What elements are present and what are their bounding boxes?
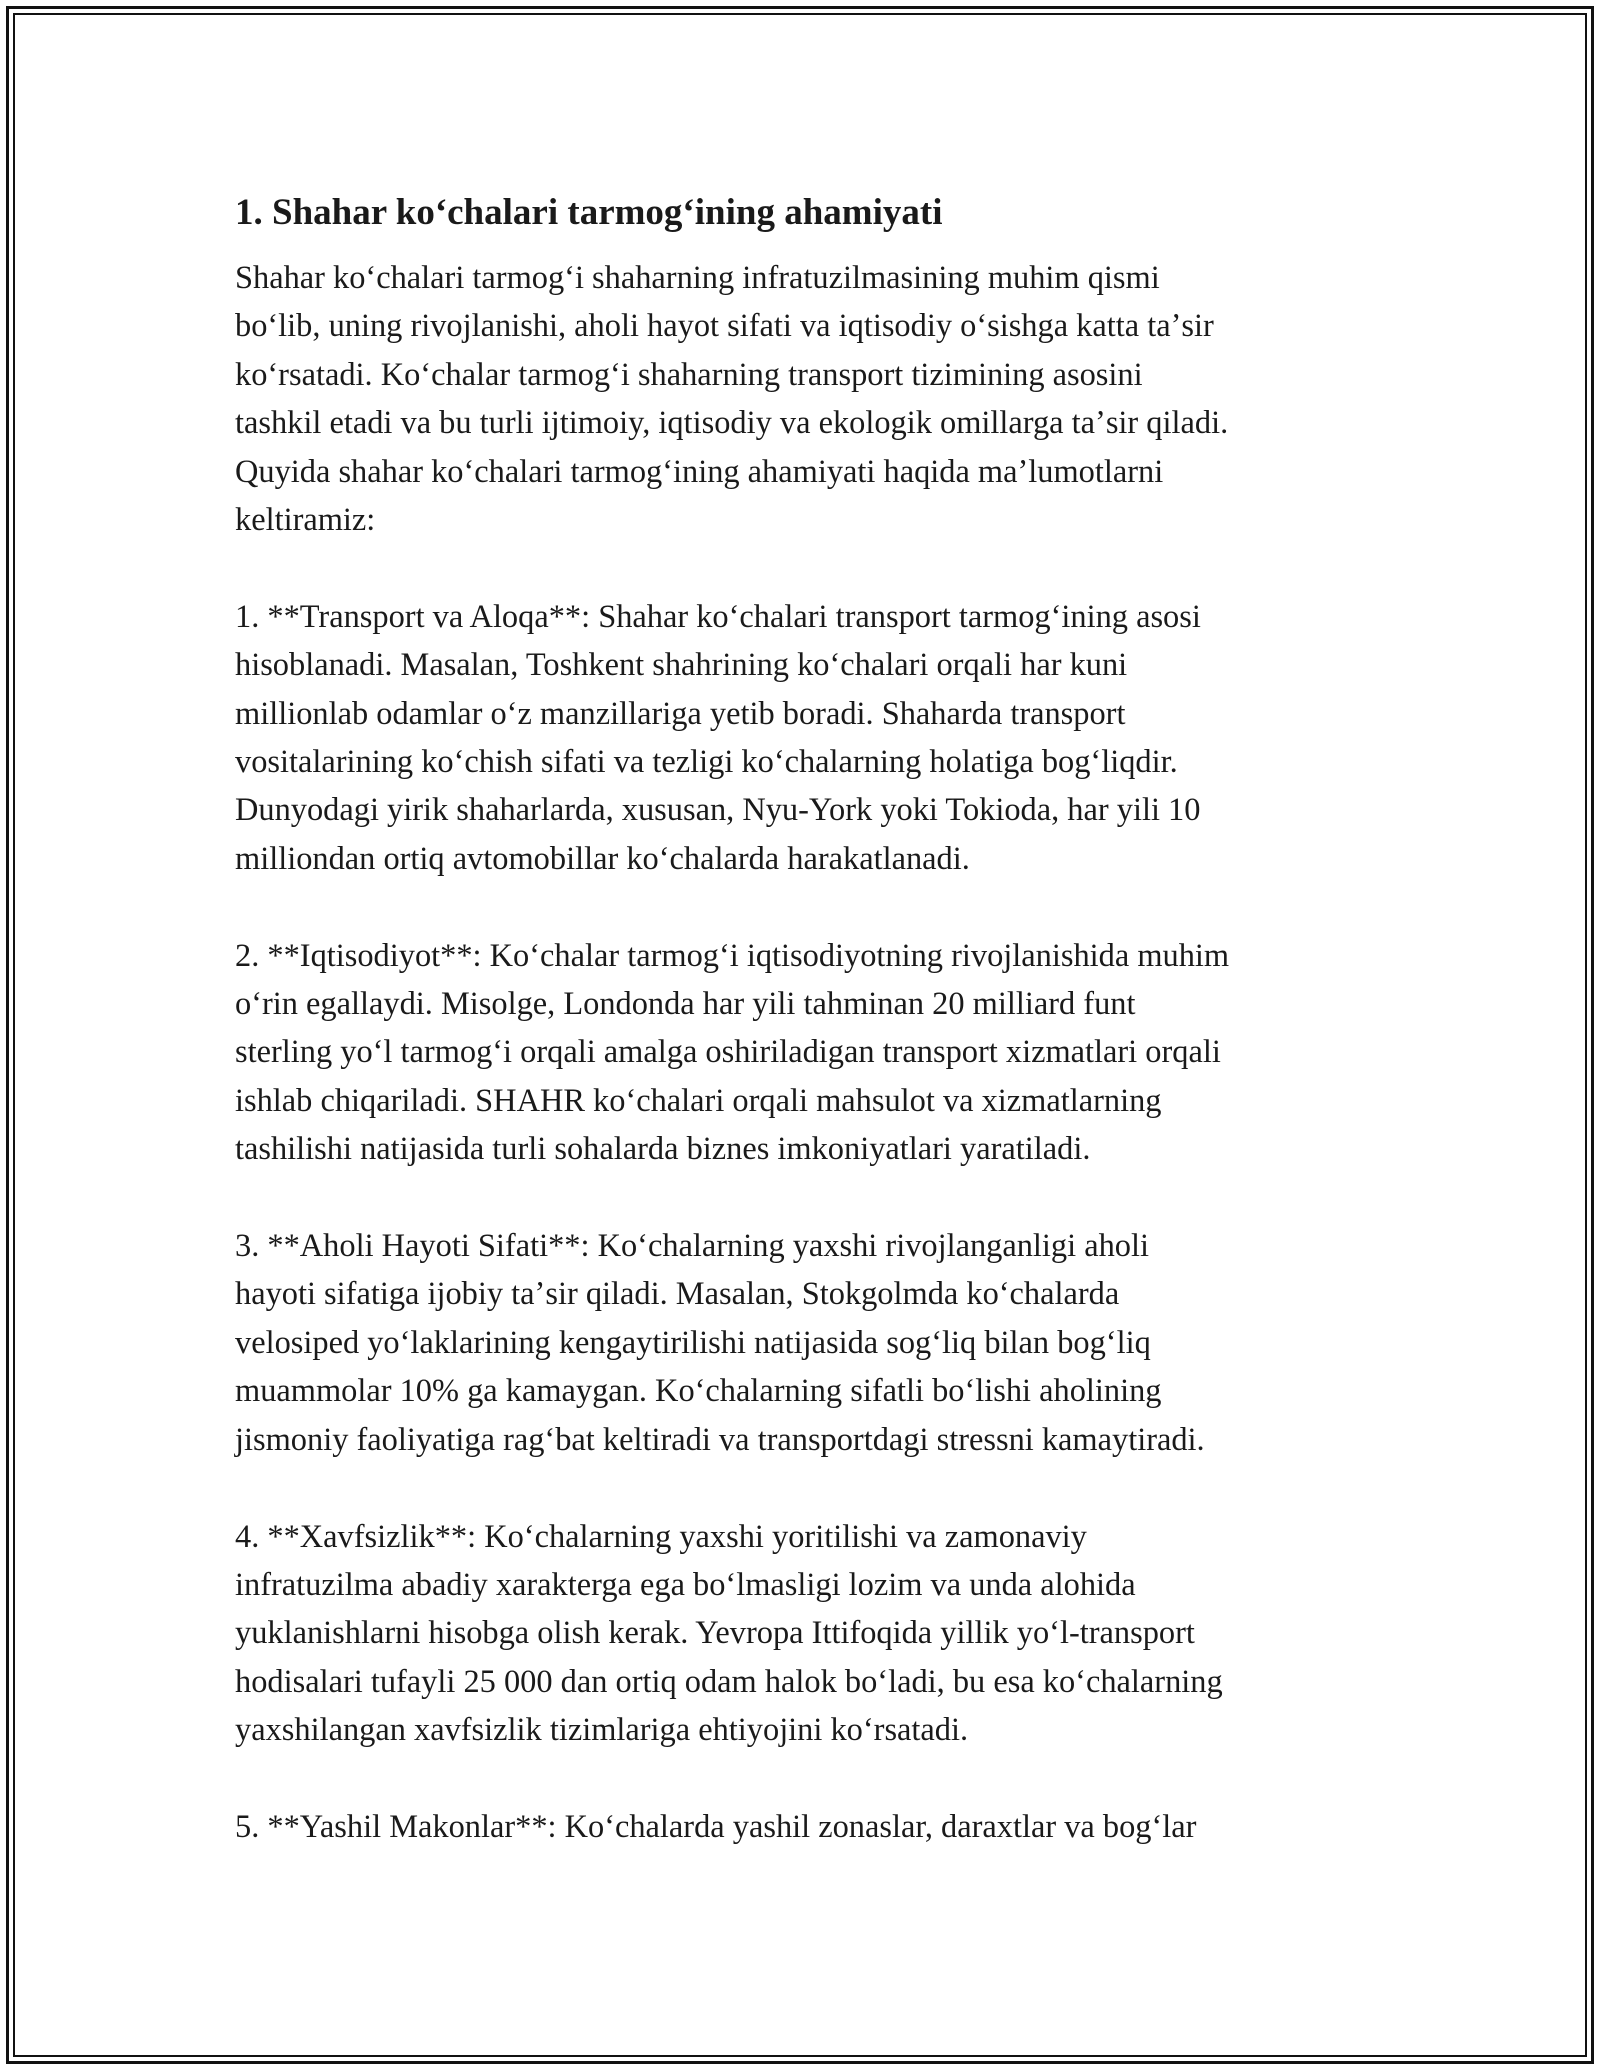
paragraph-line: hodisalari tufayli 25 000 dan ortiq odam halok boʻladi, bu esa koʻchalarning bbox=[235, 1663, 1223, 1700]
paragraph-line: hisoblanadi. Masalan, Toshkent shahrining koʻchalari orqali har kuni bbox=[235, 647, 1128, 684]
section-heading: 1. Shahar koʻchalari tarmogʻining ahamiyati bbox=[235, 192, 943, 233]
quality-of-life-paragraph bbox=[235, 1222, 1395, 1464]
paragraph-line: milliondan ortiq avtomobillar koʻchalarda harakatlanadi. bbox=[235, 840, 970, 877]
paragraph-line: 4. **Xavfsizlik**: Koʻchalarning yaxshi yoritilishi va zamonaviy bbox=[235, 1518, 1087, 1555]
paragraph-line: vositalarining koʻchish sifati va tezligi koʻchalarning holatiga bogʻliqdir. bbox=[235, 744, 1178, 781]
paragraph-line: 3. **Aholi Hayoti Sifati**: Koʻchalarning yaxshi rivojlanganligi aholi bbox=[235, 1228, 1149, 1265]
document-body bbox=[235, 186, 1395, 1900]
paragraph-line: Quyida shahar koʻchalari tarmogʻining ahamiyati haqida maʼlumotlarni bbox=[235, 453, 1164, 490]
paragraph-line: tashkil etadi va bu turli ijtimoiy, iqtisodiy va ekologik omillarga taʼsir qiladi. bbox=[235, 405, 1229, 442]
safety-paragraph bbox=[235, 1513, 1395, 1755]
paragraph-line: velosiped yoʻlaklarining kengaytirilishi natijasida sogʻliq bilan bogʻliq bbox=[235, 1324, 1151, 1361]
economy-paragraph bbox=[235, 932, 1395, 1174]
paragraph-line: tashilishi natijasida turli sohalarda biznes imkoniyatlari yaratiladi. bbox=[235, 1131, 1091, 1168]
transport-paragraph bbox=[235, 593, 1395, 883]
intro-paragraph bbox=[235, 254, 1395, 544]
paragraph-line: hayoti sifatiga ijobiy taʼsir qiladi. Masalan, Stokgolmda koʻchalarda bbox=[235, 1276, 1120, 1313]
paragraph-line: millionlab odamlar oʻz manzillariga yetib boradi. Shaharda transport bbox=[235, 695, 1126, 732]
paragraph-line: 2. **Iqtisodiyot**: Koʻchalar tarmogʻi iqtisodiyotning rivojlanishida muhim bbox=[235, 937, 1230, 974]
paragraph-line: boʻlib, uning rivojlanishi, aholi hayot sifati va iqtisodiy oʻsishga katta taʼsir bbox=[235, 308, 1214, 345]
paragraph-line: yaxshilangan xavfsizlik tizimlariga ehtiyojini koʻrsatadi. bbox=[235, 1712, 969, 1749]
paragraph-line: infratuzilma abadiy xarakterga ega boʻlmasligi lozim va unda alohida bbox=[235, 1566, 1136, 1603]
paragraph-line: sterling yoʻl tarmogʻi orqali amalga oshiriladigan transport xizmatlari orqali bbox=[235, 1034, 1221, 1071]
paragraph-line: ishlab chiqariladi. SHAHR koʻchalari orqali mahsulot va xizmatlarning bbox=[235, 1082, 1162, 1119]
paragraph-line: 5. **Yashil Makonlar**: Koʻchalarda yashil zonaslar, daraxtlar va bogʻlar bbox=[235, 1808, 1197, 1845]
paragraph-line: yuklanishlarni hisobga olish kerak. Yevropa Ittifoqida yillik yoʻl-transport bbox=[235, 1615, 1195, 1652]
paragraph-line: oʻrin egallaydi. Misolge, Londonda har yili tahminan 20 milliard funt bbox=[235, 986, 1136, 1023]
paragraph-line: koʻrsatadi. Koʻchalar tarmogʻi shaharning transport tizimining asosini bbox=[235, 356, 1143, 393]
paragraph-line: keltiramiz: bbox=[235, 502, 376, 539]
paragraph-line: jismoniy faoliyatiga ragʻbat keltiradi va transportdagi stressni kamaytiradi. bbox=[235, 1421, 1205, 1458]
green-spaces-paragraph bbox=[235, 1803, 1395, 1851]
paragraph-line: muammolar 10% ga kamaygan. Koʻchalarning sifatli boʻlishi aholining bbox=[235, 1373, 1162, 1410]
paragraph-line: Dunyodagi yirik shaharlarda, xususan, Nyu-York yoki Tokioda, har yili 10 bbox=[235, 792, 1201, 829]
paragraph-line: 1. **Transport va Aloqa**: Shahar koʻchalari transport tarmogʻining asosi bbox=[235, 598, 1201, 635]
paragraph-line: Shahar koʻchalari tarmogʻi shaharning infratuzilmasining muhim qismi bbox=[235, 260, 1160, 296]
